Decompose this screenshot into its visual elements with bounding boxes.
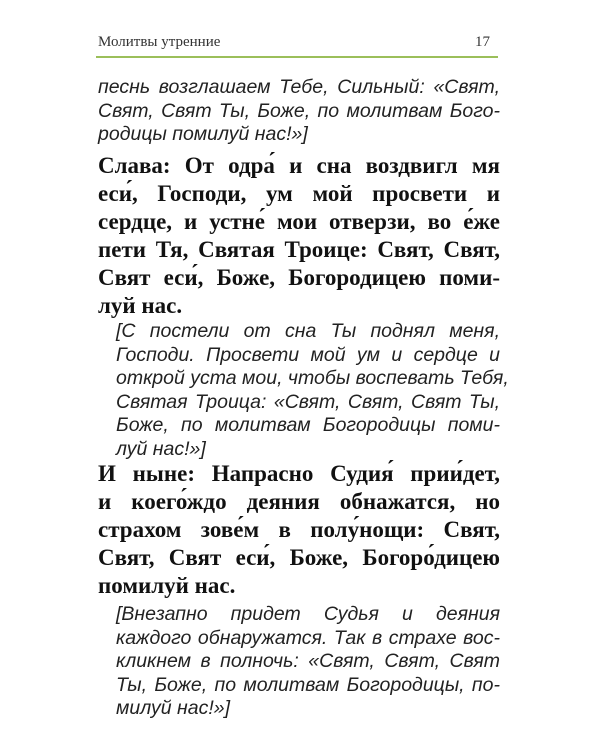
text-line: Святая Троица: «Свят, Свят, Свят Ты, [116, 390, 500, 413]
text-line: И ныне: Напрасно Судия́ прии́дет, [98, 461, 500, 486]
running-head-title: Молитвы утренние [98, 34, 221, 50]
translation-i-nyne [116, 603, 500, 721]
text-line: каждого обнаружатся. Так в страхе вос- [116, 626, 500, 649]
text-line: луй нас. [98, 293, 183, 318]
page-number: 17 [475, 34, 490, 50]
running-head [96, 34, 496, 58]
prayer-i-nyne [98, 460, 500, 600]
text-line: Ты, Боже, по молитвам Богородицы, по- [116, 673, 500, 696]
header-divider [96, 56, 498, 58]
text-line: Господи. Просвети мой ум и сердце и [116, 343, 500, 366]
prayer-slava [98, 152, 500, 320]
text-line: [Внезапно придет Судья и деяния [116, 603, 500, 625]
text-line: и коего́ждо деяния обнажатся, но [98, 489, 500, 514]
text-line: милуй нас!»] [116, 697, 231, 719]
text-line: песнь возглашаем Тебе, Сильный: «Свят, [98, 76, 500, 98]
text-line: пети Тя, Святая Троице: Свят, Свят, [98, 237, 500, 262]
translation-slava [116, 320, 509, 461]
text-line: сердце, и устне́ мои отверзи, во е́же [98, 209, 500, 234]
text-line: Свят еси́, Боже, Богородицею поми- [98, 265, 500, 290]
text-line: Слава: От одра́ и сна воздвигл мя [98, 153, 500, 178]
text-line: Боже, по молитвам Богородицы поми- [116, 414, 500, 436]
text-line: помилуй нас. [98, 573, 236, 598]
text-line: Свят, Свят Ты, Боже, по молитвам Бого- [98, 99, 500, 122]
text-line: Свят, Свят еси́, Боже, Богоро́дицею [98, 545, 500, 570]
text-line: еси́, Господи, ум мой просвети и [98, 181, 500, 206]
text-line: [С постели от сна Ты поднял меня, [116, 320, 500, 342]
text-line: кликнем в полночь: «Свят, Свят, Свят [116, 650, 500, 672]
text-line: родицы помилуй нас!»] [98, 123, 308, 145]
text-line: луй нас!»] [116, 437, 206, 460]
text-line: страхом зове́м в полу́нощи: Свят, [98, 517, 500, 542]
text-line: открой уста мои, чтобы воспевать Тебя, [116, 367, 509, 389]
translation-fragment [98, 76, 500, 147]
